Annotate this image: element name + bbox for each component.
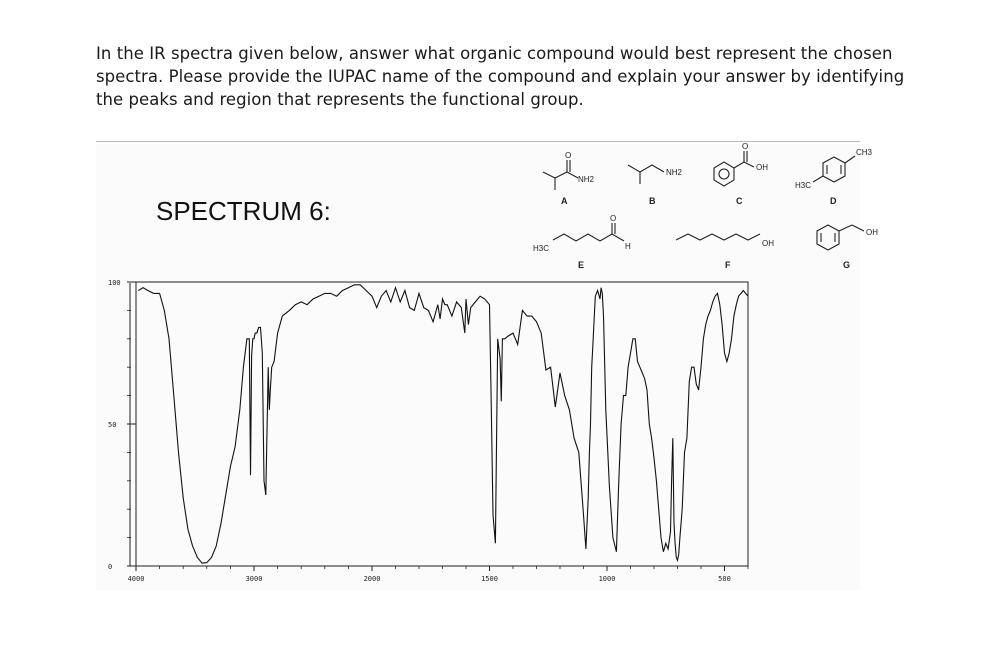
structure-a-label: NH2 [578,175,595,184]
structure-g-label: OH [866,228,878,237]
x-tick-label: 4000 [127,575,145,583]
question-line-3: the peaks and region that represents the functional group. [96,90,584,109]
y-tick-label: 0 [108,563,113,571]
structure-e-label-right: H [625,242,631,251]
compound-letter-e: E [578,260,585,270]
x-tick-label: 2000 [363,575,381,583]
compound-letter-a: A [561,196,568,206]
structure-e [533,214,631,270]
svg-text:O: O [610,214,617,223]
y-tick-label: 100 [108,279,121,287]
structure-f-label: OH [762,239,774,248]
compound-letter-c: C [736,196,743,206]
x-tick-label: 500 [718,575,731,583]
structure-b-label: NH2 [666,168,683,177]
x-tick-label: 3000 [245,575,263,583]
compound-letter-g: G [843,260,851,270]
structure-d-label-top: CH3 [856,148,873,157]
ir-spectrum-trace [138,285,748,563]
y-tick-label: 50 [108,421,117,429]
question-line-1: In the IR spectra given below, answer what organic compound would best represent the chosen [96,44,893,63]
x-tick-label: 1000 [598,575,616,583]
compound-letter-f: F [725,260,731,270]
spectrum-heading: SPECTRUM 6: [156,196,331,226]
structure-a [543,151,595,206]
svg-text:O: O [742,142,749,151]
plot-frame [136,282,748,566]
compound-letter-b: B [649,196,656,206]
compound-letter-d: D [830,196,837,206]
structure-c-label: OH [756,163,768,172]
structure-d-label-bottom: H3C [795,181,812,190]
structure-c [714,142,768,206]
question-line-2: spectra. Please provide the IUPAC name of the compound and explain your answer by identifying [96,67,905,86]
structure-b [628,165,683,206]
structure-f [676,234,774,270]
structure-e-label-left: H3C [533,244,550,253]
x-tick-label: 1500 [481,575,498,583]
structure-g [817,225,878,270]
structure-d [795,148,873,206]
svg-text:O: O [565,151,572,160]
